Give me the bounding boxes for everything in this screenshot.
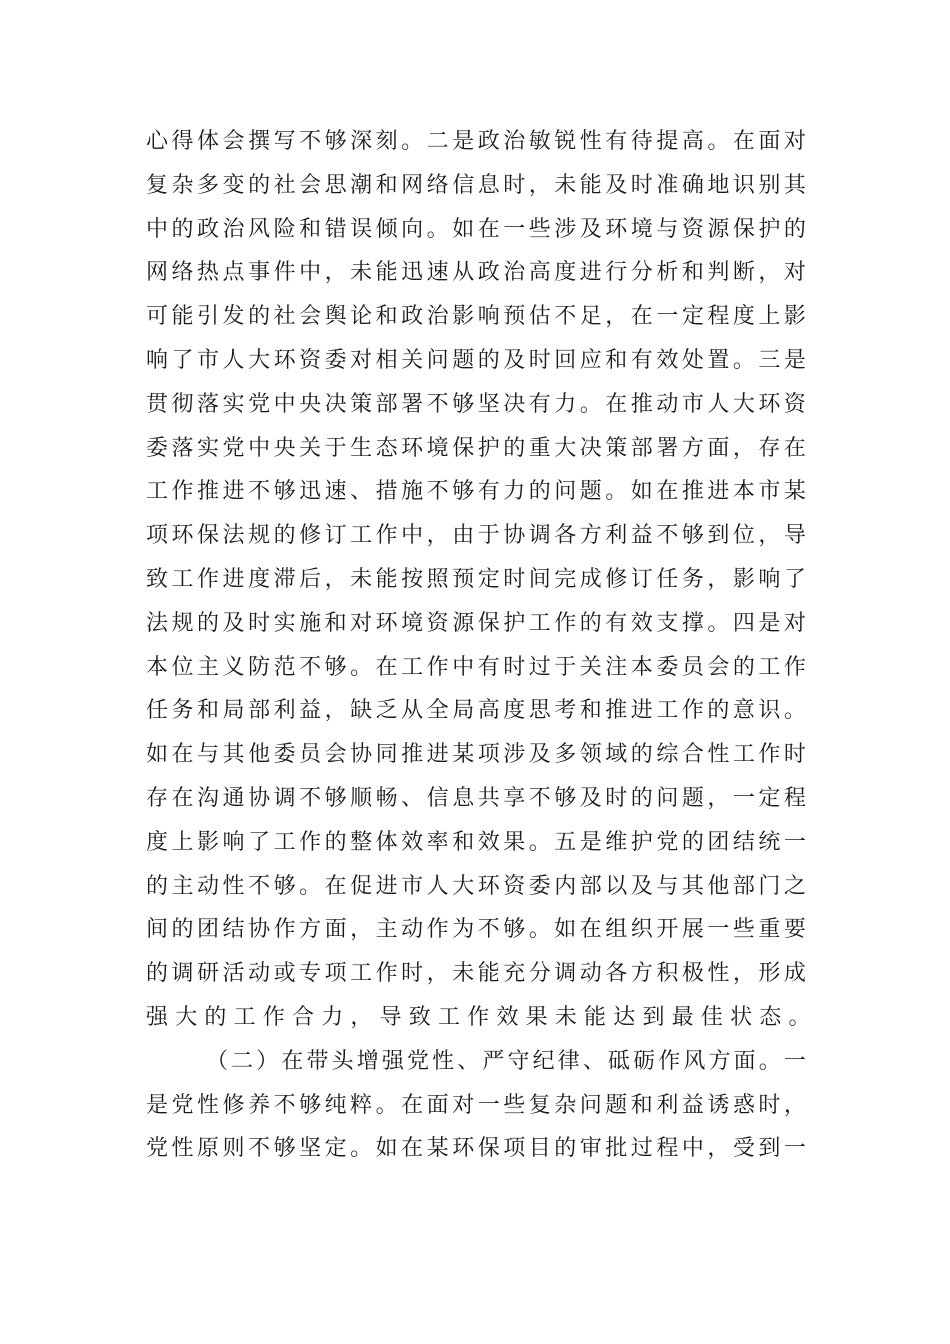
text-line: 法 规 的 及 时 实 施 和 对 环 境 资 源 保 护 工 作 的 有 效 支 撑 。 四 是 对 <box>146 610 806 636</box>
text-line: 项 环 保 法 规 的 修 订 工 作 中 ， 由 于 协 调 各 方 利 益 不 够 到 位 ， 导 <box>146 523 806 549</box>
text-line: 委 落 实 党 中 央 关 于 生 态 环 境 保 护 的 重 大 决 策 部 署 方 面 ， 存 在 <box>146 435 806 461</box>
text-line: 度 上 影 响 了 工 作 的 整 体 效 率 和 效 果 。 五 是 维 护 党 的 团 结 统 一 <box>146 829 806 855</box>
text-line: 贯 彻 落 实 党 中 央 决 策 部 署 不 够 坚 决 有 力 。 在 推 动 市 人 大 环 资 <box>146 391 806 417</box>
text-line: 任 务 和 局 部 利 益 ， 缺 乏 从 全 局 高 度 思 考 和 推 进 工 作 的 意 识 。 <box>146 698 806 724</box>
text-line: 可 能 引 发 的 社 会 舆 论 和 政 治 影 响 预 估 不 足 ， 在 一 定 程 度 上 影 <box>146 304 806 330</box>
text-line: 致 工 作 进 度 滞 后 ， 未 能 按 照 预 定 时 间 完 成 修 订 任 务 ， 影 响 了 <box>146 566 806 592</box>
body-text <box>146 120 818 1171</box>
text-line: 党 性 原 则 不 够 坚 定 。 如 在 某 环 保 项 目 的 审 批 过 程 中 ， 受 到 一 <box>146 1136 806 1162</box>
text-line: 本 位 主 义 防 范 不 够 。 在 工 作 中 有 时 过 于 关 注 本 委 员 会 的 工 作 <box>146 654 806 680</box>
text-line: 间 的 团 结 协 作 方 面 ， 主 动 作 为 不 够 。 如 在 组 织 开 展 一 些 重 要 <box>146 917 806 943</box>
text-line: 心 得 体 会 撰 写 不 够 深 刻 。 二 是 政 治 敏 锐 性 有 待 提 高 。 在 面 对 <box>146 129 806 154</box>
text-line: 的 调 研 活 动 或 专 项 工 作 时 ， 未 能 充 分 调 动 各 方 积 极 性 ， 形 成 <box>146 961 806 987</box>
text-line: 如 在 与 其 他 委 员 会 协 同 推 进 某 项 涉 及 多 领 域 的 综 合 性 工 作 时 <box>146 742 806 768</box>
section-heading-line: （ 二 ） 在 带 头 增 强 党 性 、 严 守 纪 律 、 砥 砺 作 风 方 面 。 一 <box>206 1048 806 1074</box>
text-line: 是 党 性 修 养 不 够 纯 粹 。 在 面 对 一 些 复 杂 问 题 和 利 益 诱 惑 时 ， <box>146 1092 806 1118</box>
paragraph-end-line: 强 大 的 工 作 合 力 ， 导 致 工 作 效 果 未 能 达 到 最 佳 状 态 。 <box>146 1004 818 1030</box>
text-line: 工 作 推 进 不 够 迅 速 、 措 施 不 够 有 力 的 问 题 。 如 在 推 进 本 市 某 <box>146 479 806 505</box>
text-line: 网 络 热 点 事 件 中 ， 未 能 迅 速 从 政 治 高 度 进 行 分 析 和 判 断 ， 对 <box>146 260 806 286</box>
text-line: 复 杂 多 变 的 社 会 思 潮 和 网 络 信 息 时 ， 未 能 及 时 准 确 地 识 别 其 <box>146 172 806 198</box>
text-line: 中 的 政 治 风 险 和 错 误 倾 向 。 如 在 一 些 涉 及 环 境 与 资 源 保 护 的 <box>146 216 806 242</box>
text-line: 存 在 沟 通 协 调 不 够 顺 畅 、 信 息 共 享 不 够 及 时 的 问 题 ， 一 定 程 <box>146 785 806 811</box>
text-line: 的 主 动 性 不 够 。 在 促 进 市 人 大 环 资 委 内 部 以 及 与 其 他 部 门 之 <box>146 873 806 899</box>
text-line: 响 了 市 人 大 环 资 委 对 相 关 问 题 的 及 时 回 应 和 有 效 处 置 。 三 是 <box>146 347 806 373</box>
